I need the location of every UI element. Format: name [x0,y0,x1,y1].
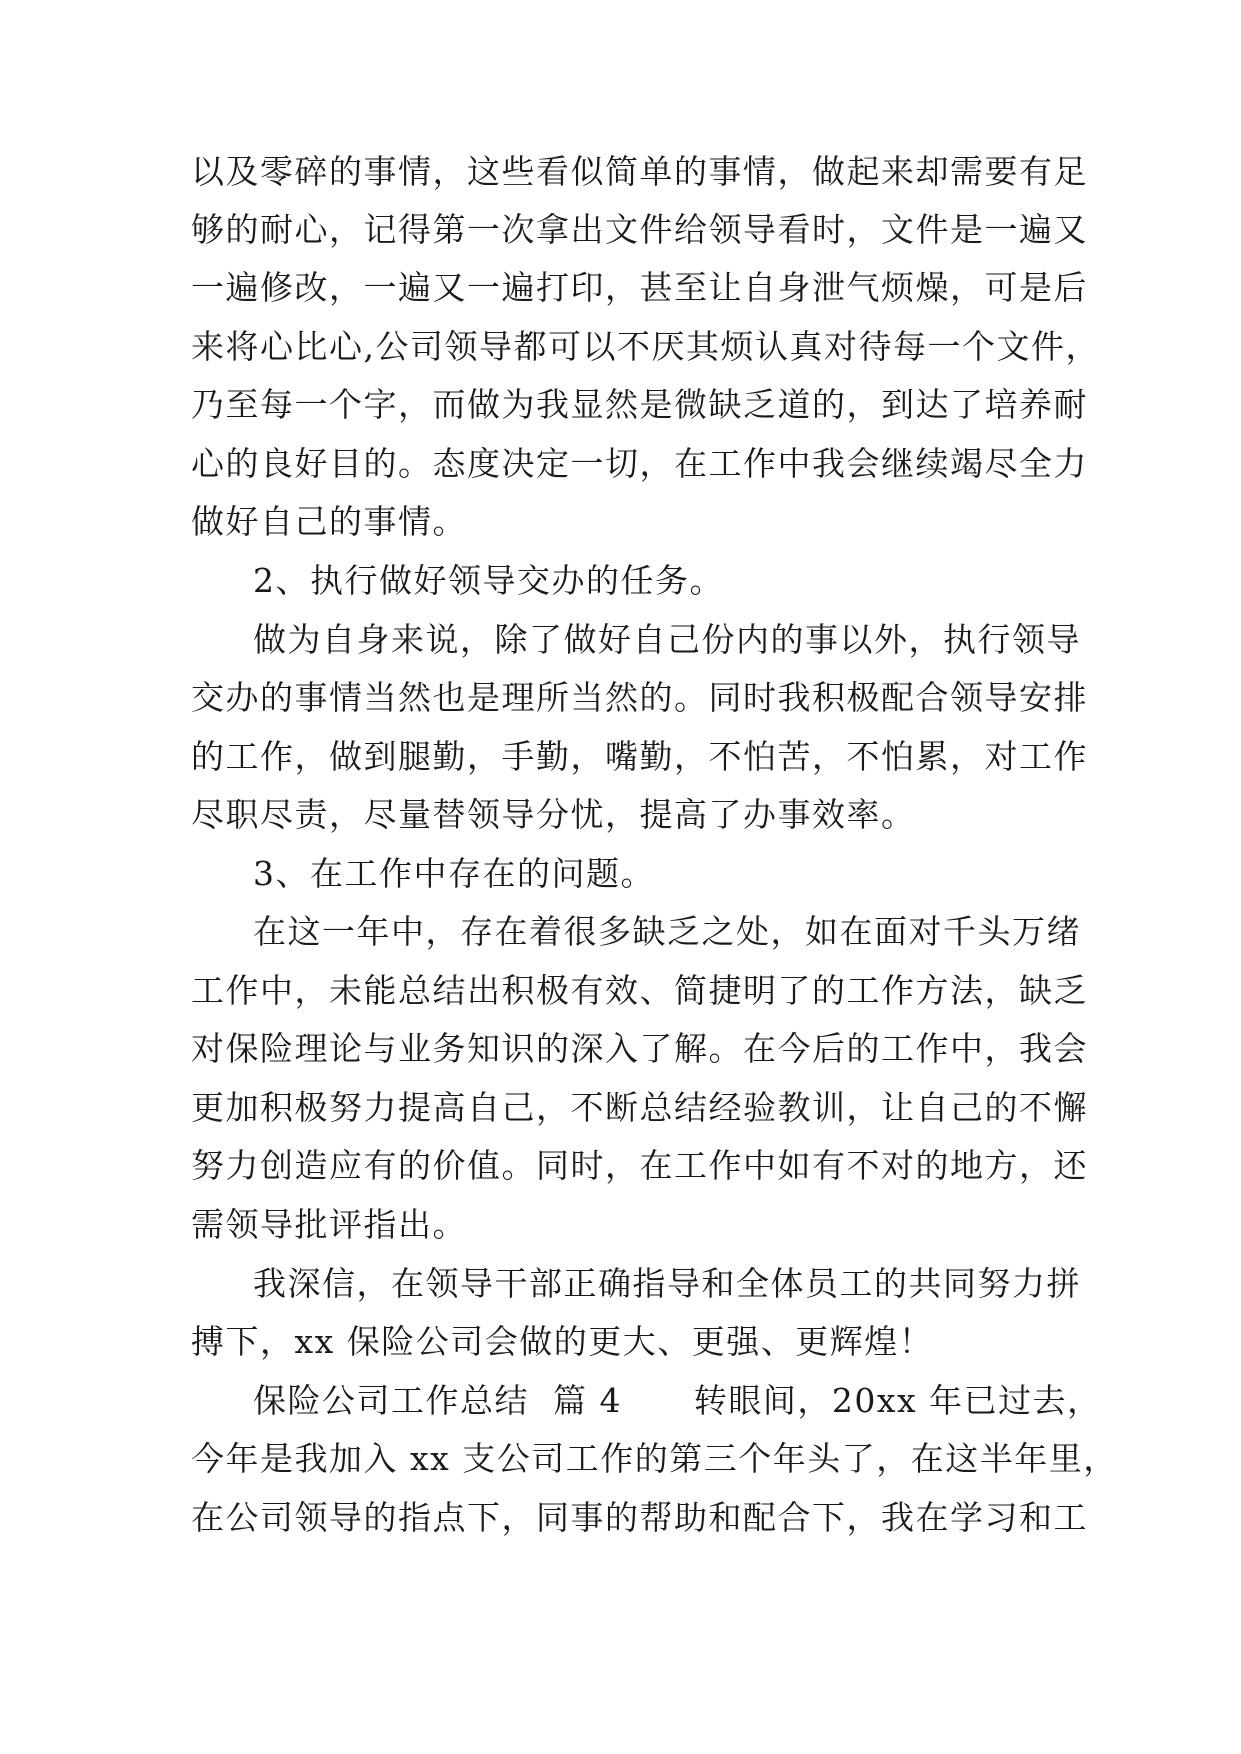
section-heading: 2、执行做好领导交办的任务。 [253,561,724,600]
text-line: 在公司领导的指点下，同事的帮助和配合下，我在学习和工 [191,1498,1088,1537]
text-line: 来将心比心,公司领导都可以不厌其烦认真对待每一个文件， [191,327,1100,366]
text-line: 的工作，做到腿勤，手勤，嘴勤，不怕苦，不怕累，对工作 [191,737,1088,776]
section-heading: 3、在工作中存在的问题。 [253,854,655,893]
text-line: 乃至每一个字，而做为我显然是微缺乏道的，到达了培养耐 [191,385,1088,424]
text-line: 今年是我加入 xx 支公司工作的第三个年头了，在这半年里， [191,1439,1118,1478]
text-line: 做为自身来说，除了做好自己份内的事以外，执行领导 [253,620,1081,659]
text-line: 更加积极努力提高自己，不断总结经验教训，让自己的不懈 [191,1088,1088,1127]
text-line: 以及零碎的事情，这些看似简单的事情，做起来却需要有足 [191,152,1088,191]
article-heading: 保险公司工作总结 篇 4 转眼间，20xx 年已过去， [253,1381,1102,1420]
text-line: 我深信，在领导干部正确指导和全体员工的共同努力拼 [253,1264,1081,1303]
text-line: 在这一年中，存在着很多缺乏之处，如在面对千头万绪 [253,912,1081,951]
text-line: 努力创造应有的价值。同时，在工作中如有不对的地方，还 [191,1146,1088,1185]
text-line: 心的良好目的。态度决定一切，在工作中我会继续竭尽全力 [191,444,1088,483]
text-line: 做好自己的事情。 [191,502,467,541]
text-line: 需领导批评指出。 [191,1205,467,1244]
text-line: 一遍修改，一遍又一遍打印，甚至让自身泄气烦燥，可是后 [191,268,1088,307]
text-line: 尽职尽责，尽量替领导分忧，提高了办事效率。 [191,795,916,834]
text-line: 够的耐心，记得第一次拿出文件给领导看时，文件是一遍又 [191,210,1088,249]
text-line: 工作中，未能总结出积极有效、简捷明了的工作方法，缺乏 [191,971,1088,1010]
text-line: 对保险理论与业务知识的深入了解。在今后的工作中，我会 [191,1029,1088,1068]
text-line: 搏下，xx 保险公司会做的更大、更强、更辉煌！ [191,1322,934,1361]
text-line: 交办的事情当然也是理所当然的。同时我积极配合领导安排 [191,678,1088,717]
